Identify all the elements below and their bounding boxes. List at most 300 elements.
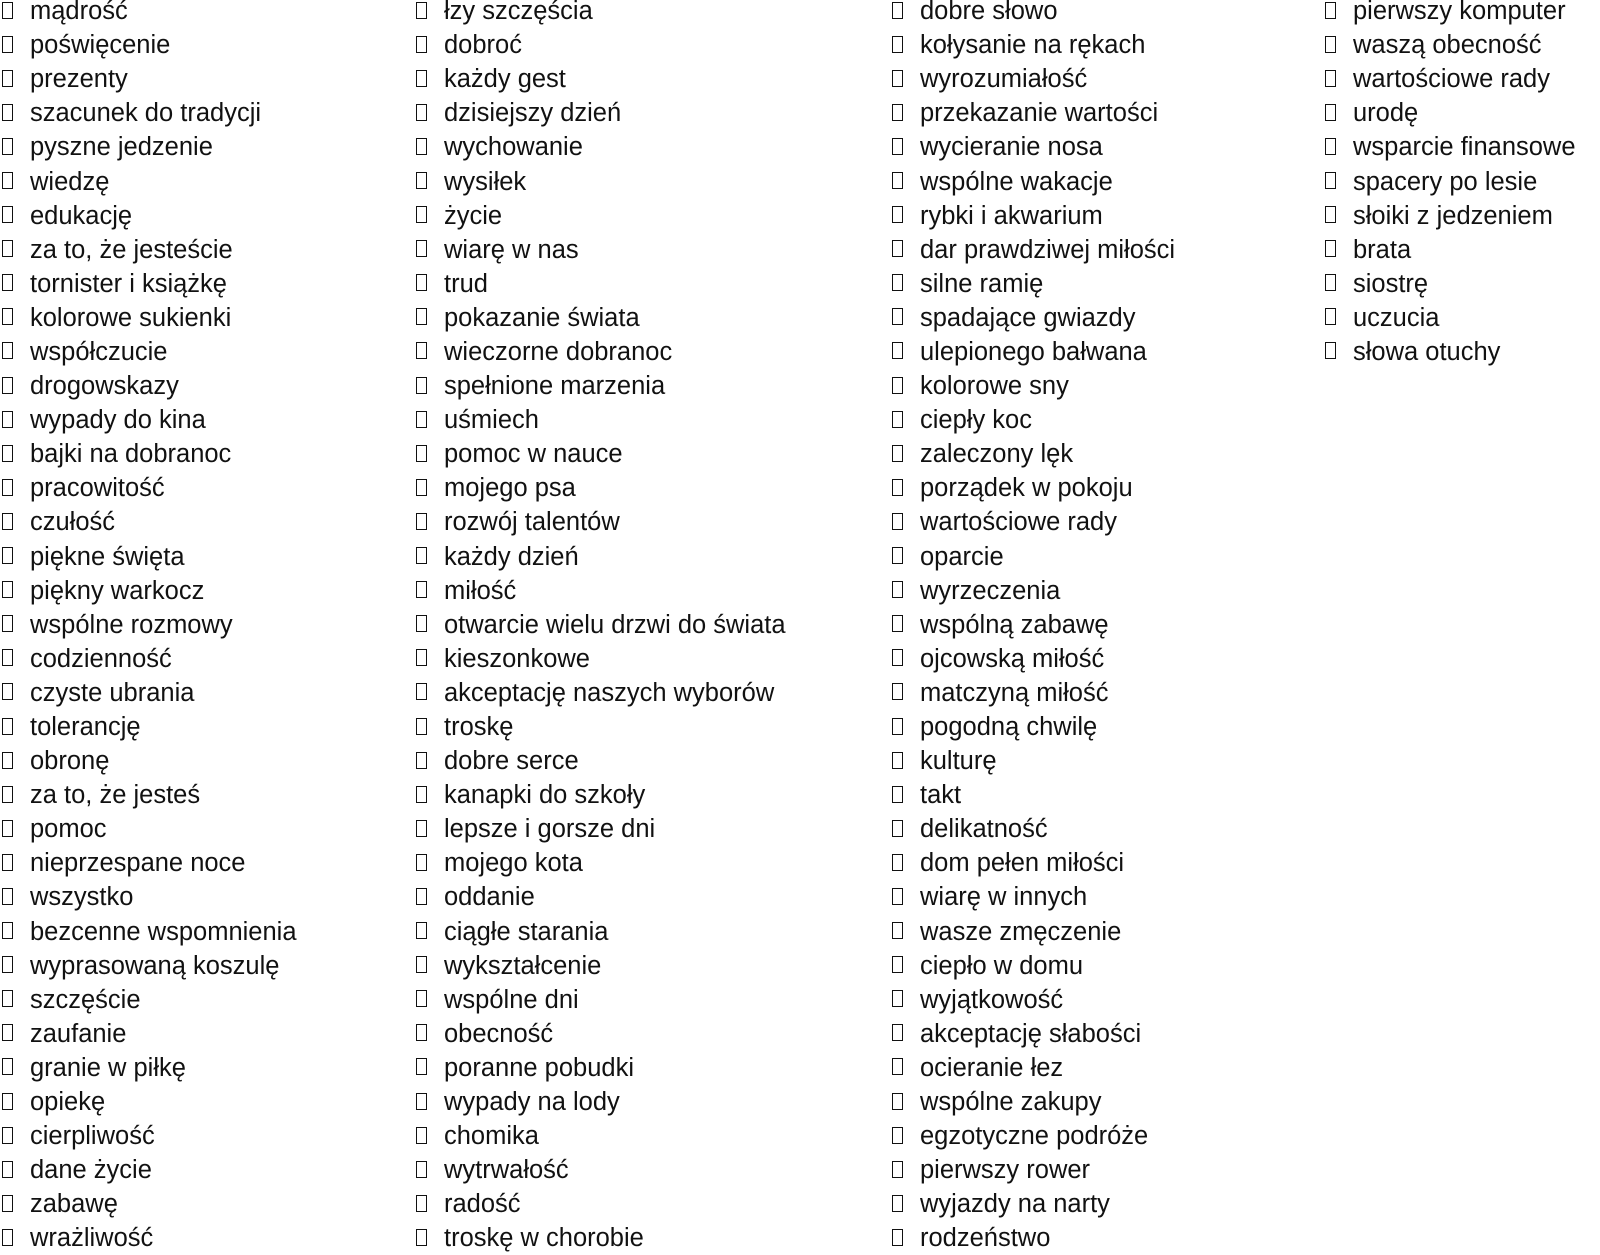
checkbox[interactable] — [892, 1058, 903, 1075]
checkbox[interactable] — [1325, 240, 1336, 257]
checkbox[interactable] — [416, 615, 427, 632]
checkbox[interactable] — [416, 377, 427, 394]
checkbox[interactable] — [892, 820, 903, 837]
checklist-item[interactable] — [892, 1119, 1175, 1153]
checklist-item[interactable] — [2, 1153, 297, 1187]
checkbox[interactable] — [1325, 172, 1336, 189]
checklist-item-label: wspólne zakupy — [920, 1088, 1102, 1117]
checklist-item[interactable] — [892, 437, 1175, 471]
checklist-item-label: wspólne dni — [444, 985, 579, 1014]
checklist-item[interactable] — [416, 403, 786, 437]
checklist-item[interactable] — [892, 1085, 1175, 1119]
checkbox[interactable] — [416, 445, 427, 462]
checklist-item[interactable] — [2, 267, 297, 301]
checklist-item[interactable] — [892, 1221, 1175, 1255]
checklist-item[interactable] — [416, 915, 786, 949]
checklist-item[interactable] — [416, 812, 786, 846]
checklist-item-label: łzy szczęścia — [444, 0, 593, 26]
checklist-item[interactable] — [416, 335, 786, 369]
checklist-item[interactable] — [2, 164, 297, 198]
checklist-item[interactable] — [2, 574, 297, 608]
checklist-item-label: kolorowe sukienki — [30, 303, 232, 332]
checkbox[interactable] — [892, 342, 903, 359]
checklist-item[interactable] — [892, 1051, 1175, 1085]
checklist-item[interactable] — [2, 233, 297, 267]
checklist-item[interactable] — [1325, 267, 1576, 301]
checklist-item-label: nieprzespane noce — [30, 849, 246, 878]
checklist-item[interactable] — [892, 199, 1175, 233]
checklist-item[interactable] — [2, 369, 297, 403]
checklist-item[interactable] — [892, 96, 1175, 130]
checklist-item-label: akceptację naszych wyborów — [444, 678, 775, 707]
checklist-item[interactable] — [416, 744, 786, 778]
checkbox[interactable] — [892, 854, 903, 871]
checkbox[interactable] — [2, 445, 13, 462]
checklist-item[interactable] — [1325, 0, 1576, 28]
checklist-item-label: wartościowe rady — [920, 508, 1117, 537]
checklist-item[interactable] — [416, 676, 786, 710]
checkbox[interactable] — [416, 1024, 427, 1041]
checkbox[interactable] — [2, 718, 13, 735]
checklist-item[interactable] — [1325, 28, 1576, 62]
checkbox[interactable] — [416, 274, 427, 291]
checklist-item[interactable] — [2, 335, 297, 369]
checkbox[interactable] — [416, 1229, 427, 1246]
checklist-item[interactable] — [2, 1085, 297, 1119]
checkbox[interactable] — [892, 1093, 903, 1110]
checkbox[interactable] — [416, 1195, 427, 1212]
checklist-item[interactable] — [892, 130, 1175, 164]
checklist-item[interactable] — [416, 1017, 786, 1051]
checkbox[interactable] — [1325, 36, 1336, 53]
checklist-column-2 — [416, 0, 786, 1255]
checklist-item[interactable] — [892, 403, 1175, 437]
checklist-item-label: wiedzę — [30, 167, 110, 196]
checklist-item[interactable] — [2, 471, 297, 505]
checkbox[interactable] — [892, 308, 903, 325]
checkbox[interactable] — [2, 2, 13, 19]
checkbox[interactable] — [892, 445, 903, 462]
checkbox[interactable] — [892, 274, 903, 291]
checkbox[interactable] — [2, 786, 13, 803]
checklist-item[interactable] — [416, 301, 786, 335]
checkbox[interactable] — [416, 718, 427, 735]
checklist-item-label: radość — [444, 1190, 521, 1219]
checkbox[interactable] — [416, 1093, 427, 1110]
checklist-item-label: szczęście — [30, 985, 141, 1014]
checklist-item[interactable] — [416, 1153, 786, 1187]
checklist-item-label: zaufanie — [30, 1019, 127, 1048]
checkbox[interactable] — [2, 138, 13, 155]
checkbox[interactable] — [416, 990, 427, 1007]
checkbox[interactable] — [2, 752, 13, 769]
checkbox[interactable] — [416, 70, 427, 87]
checklist-item[interactable] — [892, 471, 1175, 505]
checkbox[interactable] — [892, 479, 903, 496]
checklist-item[interactable] — [892, 812, 1175, 846]
checkbox[interactable] — [892, 36, 903, 53]
checklist-item[interactable] — [2, 403, 297, 437]
checkbox[interactable] — [2, 956, 13, 973]
checkbox[interactable] — [2, 683, 13, 700]
checklist-item[interactable] — [416, 983, 786, 1017]
checkbox[interactable] — [416, 888, 427, 905]
checklist-item[interactable] — [416, 369, 786, 403]
checkbox[interactable] — [2, 820, 13, 837]
checklist-item-label: ulepionego bałwana — [920, 337, 1147, 366]
checklist-item-label: ocieranie łez — [920, 1053, 1064, 1082]
checklist-item-label: wytrwałość — [444, 1156, 569, 1185]
checklist-item[interactable] — [892, 505, 1175, 539]
checklist-item[interactable] — [416, 1051, 786, 1085]
checkbox[interactable] — [2, 1195, 13, 1212]
checklist-item[interactable] — [892, 846, 1175, 880]
checkbox[interactable] — [2, 888, 13, 905]
checklist-item[interactable] — [892, 710, 1175, 744]
checkbox[interactable] — [416, 342, 427, 359]
checklist-item-label: mojego kota — [444, 849, 583, 878]
checkbox[interactable] — [2, 479, 13, 496]
checkbox[interactable] — [892, 581, 903, 598]
checklist-item[interactable] — [416, 880, 786, 914]
checkbox[interactable] — [892, 513, 903, 530]
checklist-item[interactable] — [416, 1085, 786, 1119]
checkbox[interactable] — [416, 172, 427, 189]
checklist-item[interactable] — [892, 744, 1175, 778]
checklist-item[interactable] — [416, 233, 786, 267]
checklist-item[interactable] — [416, 949, 786, 983]
checklist-item-label: siostrę — [1353, 269, 1429, 298]
checklist-item-label: wasze zmęczenie — [920, 917, 1122, 946]
checklist-item-label: urodę — [1353, 99, 1419, 128]
checklist-item[interactable] — [2, 744, 297, 778]
checklist-item-label: wyprasowaną koszulę — [30, 951, 280, 980]
checkbox[interactable] — [2, 854, 13, 871]
checklist-item-label: bajki na dobranoc — [30, 440, 232, 469]
checklist-item[interactable] — [416, 505, 786, 539]
checklist-item[interactable] — [892, 1187, 1175, 1221]
checkbox[interactable] — [892, 2, 903, 19]
checklist-item[interactable] — [892, 1017, 1175, 1051]
checkbox[interactable] — [416, 2, 427, 19]
checklist-item[interactable] — [416, 846, 786, 880]
checklist-item[interactable] — [416, 62, 786, 96]
checklist-item[interactable] — [892, 335, 1175, 369]
checklist-item[interactable] — [2, 846, 297, 880]
checkbox[interactable] — [2, 342, 13, 359]
checklist-item[interactable] — [2, 540, 297, 574]
checklist-item[interactable] — [416, 608, 786, 642]
checklist-item[interactable] — [416, 164, 786, 198]
checkbox[interactable] — [1325, 308, 1336, 325]
checklist-item-label: brata — [1353, 235, 1412, 264]
checkbox[interactable] — [416, 820, 427, 837]
checklist-item[interactable] — [892, 983, 1175, 1017]
checkbox[interactable] — [892, 206, 903, 223]
checkbox[interactable] — [892, 922, 903, 939]
checklist-item-label: troskę w chorobie — [444, 1224, 644, 1253]
checkbox[interactable] — [2, 1161, 13, 1178]
checkbox[interactable] — [2, 990, 13, 1007]
checklist-item[interactable] — [416, 710, 786, 744]
checkbox[interactable] — [892, 1195, 903, 1212]
checklist-item[interactable] — [2, 915, 297, 949]
checkbox[interactable] — [892, 752, 903, 769]
checklist-item-label: pogodną chwilę — [920, 713, 1098, 742]
checklist-item[interactable] — [892, 778, 1175, 812]
checkbox[interactable] — [892, 615, 903, 632]
checkbox[interactable] — [2, 1024, 13, 1041]
checkbox[interactable] — [2, 104, 13, 121]
checklist-item-label: rozwój talentów — [444, 508, 620, 537]
checkbox[interactable] — [416, 752, 427, 769]
checkbox[interactable] — [416, 1058, 427, 1075]
checklist-item[interactable] — [2, 505, 297, 539]
checklist-item[interactable] — [892, 62, 1175, 96]
checklist-item[interactable] — [892, 164, 1175, 198]
checklist-item[interactable] — [2, 676, 297, 710]
checkbox[interactable] — [416, 104, 427, 121]
checklist-item[interactable] — [2, 437, 297, 471]
checklist-item-label: wypady do kina — [30, 406, 206, 435]
checklist-item[interactable] — [892, 880, 1175, 914]
checkbox[interactable] — [1325, 2, 1336, 19]
checklist-item[interactable] — [1325, 301, 1576, 335]
checkbox[interactable] — [2, 240, 13, 257]
checklist-item[interactable] — [2, 1017, 297, 1051]
checklist-item[interactable] — [416, 96, 786, 130]
checklist-item[interactable] — [416, 540, 786, 574]
checkbox[interactable] — [892, 1229, 903, 1246]
checklist-item[interactable] — [2, 0, 297, 28]
checklist-item[interactable] — [2, 812, 297, 846]
checklist-item-label: kulturę — [920, 747, 997, 776]
checkbox[interactable] — [2, 274, 13, 291]
checkbox[interactable] — [892, 1161, 903, 1178]
checklist-item[interactable] — [2, 1187, 297, 1221]
checklist-item[interactable] — [2, 130, 297, 164]
checkbox[interactable] — [2, 206, 13, 223]
checklist-item-label: miłość — [444, 576, 517, 605]
checklist-item[interactable] — [892, 369, 1175, 403]
checkbox[interactable] — [2, 1229, 13, 1246]
checkbox[interactable] — [1325, 70, 1336, 87]
checkbox[interactable] — [1325, 104, 1336, 121]
checklist-item[interactable] — [416, 1119, 786, 1153]
checkbox[interactable] — [892, 70, 903, 87]
checkbox[interactable] — [2, 1093, 13, 1110]
checklist-item-label: wartościowe rady — [1353, 65, 1550, 94]
checklist-item-label: wyrozumiałość — [920, 65, 1088, 94]
checklist-item[interactable] — [2, 301, 297, 335]
checkbox[interactable] — [892, 138, 903, 155]
checkbox[interactable] — [892, 1024, 903, 1041]
checklist-item-label: oddanie — [444, 883, 535, 912]
checklist-item[interactable] — [892, 233, 1175, 267]
checklist-item[interactable] — [2, 880, 297, 914]
checkbox[interactable] — [416, 786, 427, 803]
checklist-item[interactable] — [2, 199, 297, 233]
checklist-item-label: wypady na lody — [444, 1088, 620, 1117]
checklist-item[interactable] — [892, 267, 1175, 301]
checkbox[interactable] — [1325, 274, 1336, 291]
checkbox[interactable] — [1325, 138, 1336, 155]
checklist-item[interactable] — [416, 778, 786, 812]
checklist-item[interactable] — [2, 1051, 297, 1085]
checklist-item[interactable] — [892, 642, 1175, 676]
checklist-item-label: dane życie — [30, 1156, 152, 1185]
checklist-item-label: przekazanie wartości — [920, 99, 1159, 128]
checkbox[interactable] — [892, 888, 903, 905]
checkbox[interactable] — [892, 104, 903, 121]
checkbox[interactable] — [892, 956, 903, 973]
checklist-item-label: pierwszy komputer — [1353, 0, 1566, 26]
checklist-item-label: rodzeństwo — [920, 1224, 1051, 1253]
checkbox[interactable] — [1325, 206, 1336, 223]
checklist-item[interactable] — [2, 28, 297, 62]
checkbox[interactable] — [416, 547, 427, 564]
checklist-item[interactable] — [416, 267, 786, 301]
checklist-item[interactable] — [2, 1119, 297, 1153]
checkbox[interactable] — [1325, 342, 1336, 359]
checklist-item[interactable] — [416, 0, 786, 28]
checkbox[interactable] — [2, 615, 13, 632]
checklist-item[interactable] — [2, 96, 297, 130]
checklist-item[interactable] — [2, 778, 297, 812]
checkbox[interactable] — [416, 513, 427, 530]
checklist-item[interactable] — [1325, 62, 1576, 96]
checkbox[interactable] — [416, 138, 427, 155]
checkbox[interactable] — [416, 308, 427, 325]
checklist-column-4 — [1325, 0, 1576, 369]
checklist-item[interactable] — [2, 710, 297, 744]
checklist-item[interactable] — [892, 28, 1175, 62]
checkbox[interactable] — [416, 649, 427, 666]
checklist-item[interactable] — [892, 301, 1175, 335]
checklist-item[interactable] — [416, 642, 786, 676]
checklist-item-label: chomika — [444, 1122, 539, 1151]
checklist-item[interactable] — [416, 437, 786, 471]
checkbox[interactable] — [2, 377, 13, 394]
checkbox[interactable] — [2, 649, 13, 666]
checklist-item[interactable] — [416, 471, 786, 505]
checkbox[interactable] — [416, 240, 427, 257]
checkbox[interactable] — [892, 718, 903, 735]
checklist-item[interactable] — [2, 983, 297, 1017]
checklist-item[interactable] — [1325, 199, 1576, 233]
checklist-item[interactable] — [416, 199, 786, 233]
checkbox[interactable] — [416, 956, 427, 973]
checkbox[interactable] — [416, 683, 427, 700]
checkbox[interactable] — [416, 1127, 427, 1144]
checklist-item[interactable] — [1325, 335, 1576, 369]
checkbox[interactable] — [892, 1127, 903, 1144]
checklist-item[interactable] — [2, 1221, 297, 1255]
checkbox[interactable] — [2, 36, 13, 53]
checkbox[interactable] — [416, 922, 427, 939]
checkbox[interactable] — [2, 1058, 13, 1075]
checkbox[interactable] — [2, 922, 13, 939]
checklist-item[interactable] — [2, 949, 297, 983]
checklist-item-label: kolorowe sny — [920, 372, 1069, 401]
checklist-item[interactable] — [892, 949, 1175, 983]
checklist-item[interactable] — [1325, 233, 1576, 267]
checkbox[interactable] — [2, 513, 13, 530]
checklist-item-label: pomoc — [30, 815, 107, 844]
checklist-item-label: dobre słowo — [920, 0, 1058, 26]
checkbox[interactable] — [2, 172, 13, 189]
checklist-item[interactable] — [416, 1187, 786, 1221]
checkbox[interactable] — [892, 786, 903, 803]
checklist-item[interactable] — [892, 574, 1175, 608]
checkbox[interactable] — [416, 581, 427, 598]
checklist-item[interactable] — [892, 540, 1175, 574]
checkbox[interactable] — [892, 649, 903, 666]
checkbox[interactable] — [416, 206, 427, 223]
checklist-item[interactable] — [416, 574, 786, 608]
checklist-item-label: czyste ubrania — [30, 678, 195, 707]
checklist-item[interactable] — [892, 676, 1175, 710]
checkbox[interactable] — [2, 1127, 13, 1144]
checkbox[interactable] — [416, 479, 427, 496]
checkbox[interactable] — [892, 683, 903, 700]
checkbox[interactable] — [892, 411, 903, 428]
checklist-item[interactable] — [2, 62, 297, 96]
checklist-item[interactable] — [892, 608, 1175, 642]
checkbox[interactable] — [416, 854, 427, 871]
checklist-item-label: słowa otuchy — [1353, 337, 1501, 366]
checkbox[interactable] — [2, 581, 13, 598]
checkbox[interactable] — [892, 172, 903, 189]
checkbox[interactable] — [2, 411, 13, 428]
checklist-item[interactable] — [1325, 96, 1576, 130]
checklist-item-label: piękne święta — [30, 542, 185, 571]
checklist-item-label: dobroć — [444, 31, 522, 60]
checkbox[interactable] — [892, 547, 903, 564]
checklist-item[interactable] — [892, 1153, 1175, 1187]
checklist-item[interactable] — [1325, 164, 1576, 198]
checklist-item-label: ciepło w domu — [920, 951, 1083, 980]
checklist-item[interactable] — [416, 130, 786, 164]
checkbox[interactable] — [2, 70, 13, 87]
checkbox[interactable] — [892, 240, 903, 257]
checklist-item[interactable] — [1325, 130, 1576, 164]
checklist-item[interactable] — [892, 915, 1175, 949]
checkbox[interactable] — [416, 36, 427, 53]
checklist-item-label: wrażliwość — [30, 1224, 154, 1253]
checkbox[interactable] — [416, 411, 427, 428]
checklist-item-label: tornister i książkę — [30, 269, 227, 298]
checklist-item-label: czułość — [30, 508, 116, 537]
checkbox[interactable] — [892, 990, 903, 1007]
checklist-item-label: życie — [444, 201, 503, 230]
checkbox[interactable] — [416, 1161, 427, 1178]
checkbox[interactable] — [2, 308, 13, 325]
checklist-item-label: wsparcie finansowe — [1353, 133, 1576, 162]
checklist-item-label: za to, że jesteście — [30, 235, 233, 264]
checklist-item[interactable] — [892, 0, 1175, 28]
checklist-item[interactable] — [2, 608, 297, 642]
checklist-item[interactable] — [2, 642, 297, 676]
checkbox[interactable] — [892, 377, 903, 394]
checklist-item-label: dom pełen miłości — [920, 849, 1125, 878]
checklist-item[interactable] — [416, 1221, 786, 1255]
checklist-item-label: dobre serce — [444, 747, 579, 776]
checkbox[interactable] — [2, 547, 13, 564]
checklist-item-label: akceptację słabości — [920, 1019, 1142, 1048]
checklist-item-label: wyjazdy na narty — [920, 1190, 1110, 1219]
checklist-item[interactable] — [416, 28, 786, 62]
